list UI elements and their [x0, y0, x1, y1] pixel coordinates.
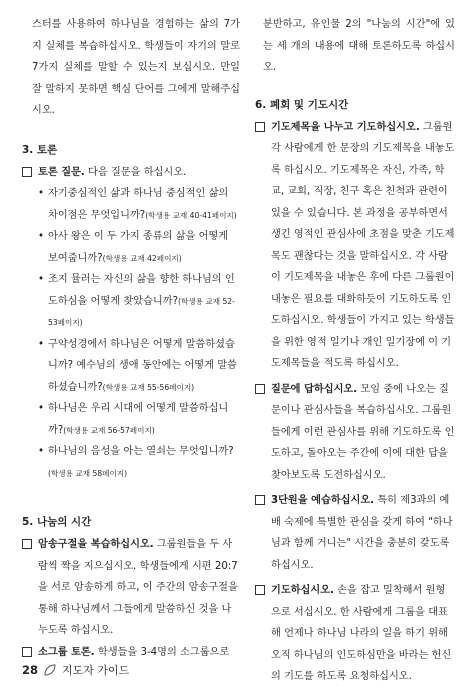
question-6: • 하나님의 음성을 아는 열쇠는 무엇입니까?(학생용 교재 58페이지): [22, 441, 240, 484]
question-3: • 조지 뮬러는 자신의 삶을 향한 하나님의 인도하심을 어떻게 찾았습니까?(학생용 교재 52-53페이지): [22, 269, 240, 334]
pray-item: 기도하십시오. 손을 잡고 밀착해서 원형으로 서십시오. 한 사람에게 그룹을 대표해 언제나 하나님 나라의 일을 하기 위해 오직 하나님의 인도하심만을 바라는 헌신의 기도를 하도록 요청하십시오.: [255, 580, 455, 688]
checkbox[interactable]: [255, 122, 265, 132]
page-footer: [22, 662, 129, 678]
page-number: 28: [22, 663, 39, 677]
prayer-title-item: 기도제목을 나누고 기도하십시오. 그룹원 각 사람에게 한 문장의 기도제목을 내놓도록 하십시오. 기도제목은 자신, 가족, 학교, 교회, 직장, 친구 혹은 친척과 관련이 있을 수 있습니다. 본 과정을 공부하면서 생긴 영적인 관심사에 초점을 맞춘 기도제목도 괜찮다는 것을 말하십시오. 각 사람이 기도제목을 내놓은 후에 다른 그룹원이 내놓은 필요를 대화하듯이 기도하도록 인도하십시오. 학생들이 가지고 있는 학생들을 위한 영적 일기나 개인 일기장에 이 기도제목들을 적도록 하십시오.: [255, 117, 455, 375]
answer-item: 질문에 답하십시오. 모임 중에 나오는 질문이나 관심사들을 복습하십시오. 그룹원들에게 이런 관심사를 위해 기도하도록 인도하고, 돌아오는 주간에 이에 대한 답을 찾아보도록 도전하십시오.: [255, 379, 455, 487]
intro-paragraph-right: 분반하고, 유인물 2의 "나눔의 시간"에 있는 세 개의 내용에 대해 토론하도록 하십시오.: [263, 19, 455, 73]
section-3-title: 3. 토론: [22, 143, 58, 156]
question-5: • 하나님은 우리 시대에 어떻게 말씀하십니까?(학생용 교재 56-57페이지): [22, 398, 240, 441]
right-column: [255, 0, 455, 688]
intro-paragraph: 스터를 사용하여 하나님을 경험하는 삶의 7가지 실체를 복습하십시오. 학생들이 자기의 말로 7가지 실체를 말할 수 있는지 보십시오. 만일 잘 말하지 못하면 핵심 단어를 그에게 말해주십시오.: [32, 19, 240, 116]
unit3-item: 3단원을 예습하십시오. 특히 제3과의 예배 숙제에 특별한 관심을 갖게 하여 "하나님과 함께 거니는" 시간을 충분히 갖도록 하십시오.: [255, 490, 455, 576]
question-4: • 구약성경에서 하나님은 어떻게 말씀하셨습니까? 예수님의 생애 동안에는 어떻게 말씀하셨습니까?(학생용 교재 55-56페이지): [22, 334, 240, 399]
discussion-questions: [22, 183, 240, 484]
small-group-item: 소그룹 토론. 학생들을 3-4명의 소그룹으로: [22, 642, 240, 664]
checkbox[interactable]: [255, 495, 265, 505]
section-6-title: 6. 폐회 및 기도시간: [255, 98, 349, 111]
checkbox[interactable]: [22, 167, 32, 177]
left-column: [22, 0, 240, 663]
section-5-title: 5. 나눔의 시간: [22, 516, 92, 528]
checkbox[interactable]: [22, 539, 32, 549]
discussion-item: 토론 질문. 다음 질문을 하십시오.: [22, 162, 240, 184]
checkbox[interactable]: [22, 647, 32, 657]
leaf-icon: [44, 664, 56, 676]
footer-label: 지도자 가이드: [62, 664, 130, 677]
question-1: • 자기중심적인 삶과 하나님 중심적인 삶의 차이점은 무엇입니까?(학생용 교재 40-41페이지): [22, 183, 240, 226]
question-2: • 아사 왕은 이 두 가지 종류의 삶을 어떻게 보여줍니까?(학생용 교재 42페이지): [22, 226, 240, 269]
memorize-item: 암송구절을 복습하십시오. 그룹원들을 두 사람씩 짝을 지으십시오. 학생들에게 시편 20:7을 서로 암송하게 하고, 이 주간의 암송구절을 통해 하나님께서 그들에게 말씀하신 것을 나누도록 하십시오.: [22, 534, 240, 642]
checkbox[interactable]: [255, 384, 265, 394]
checkbox[interactable]: [255, 585, 265, 595]
